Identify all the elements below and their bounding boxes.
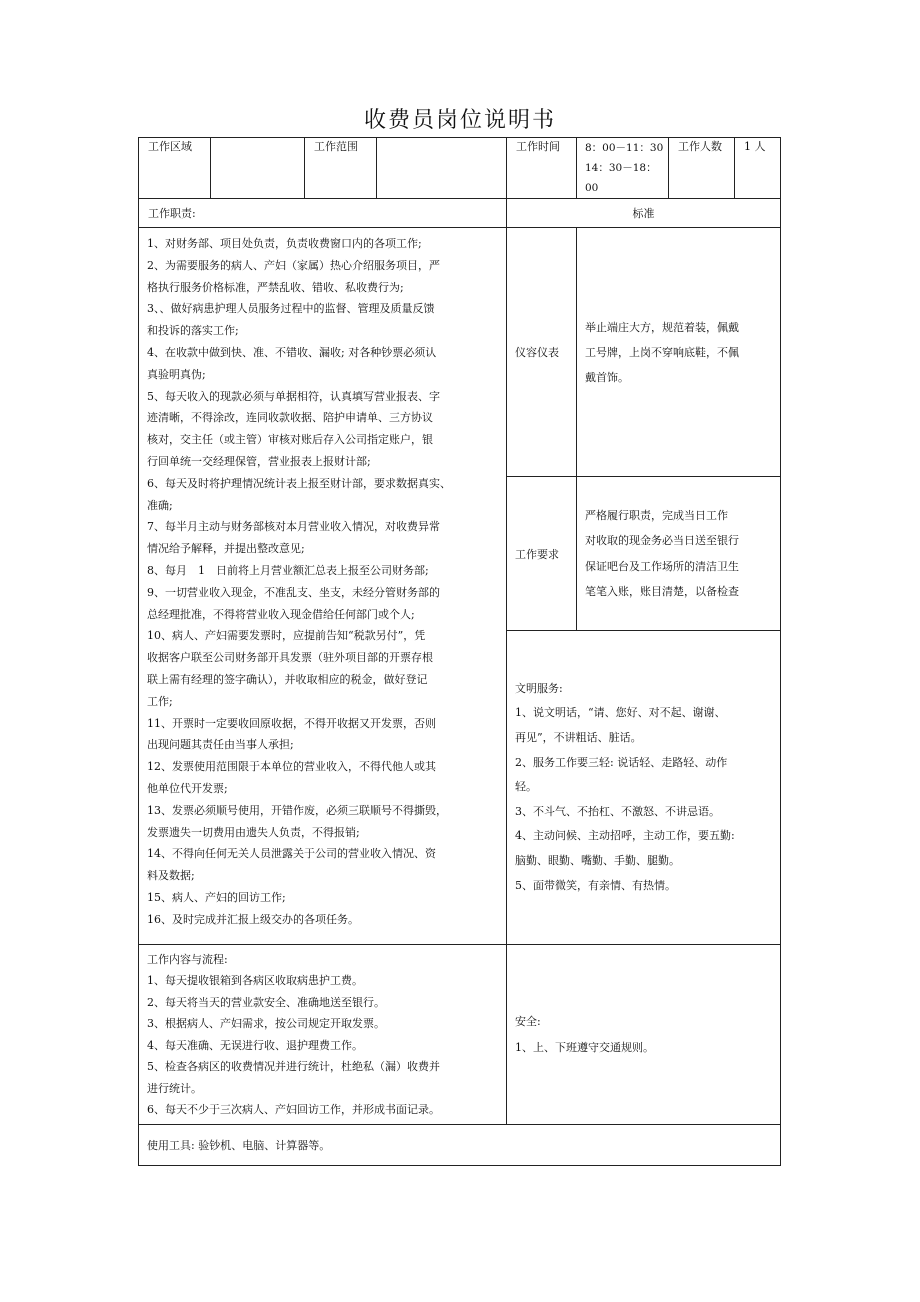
area-label: 工作区域 <box>139 138 211 199</box>
tools-text: 使用工具: 验钞机、电脑、计算器等。 <box>139 1125 781 1166</box>
duties-row <box>139 228 781 477</box>
civil-service-line: 2、服务工作要三轻: 说话轻、走路轻、动作 <box>515 755 728 769</box>
civil-service-line: 3、不斗气、不抬杠、不激怒、不讲忌语。 <box>515 804 720 818</box>
civil-service-line: 再见”，不讲粗话、脏话。 <box>515 731 642 745</box>
safety-line: 1、上、下班遵守交通规则。 <box>515 1040 654 1054</box>
requirement-line: 保证吧台及工作场所的清洁卫生 <box>585 559 739 573</box>
duty-line: 7、每半月主动与财务部核对本月营业收入情况，对收费异常 <box>147 520 440 534</box>
duty-line: 1、对财务部、项目处负责，负责收费窗口内的各项工作; <box>147 237 422 250</box>
job-description-table <box>138 137 781 1166</box>
duty-line: 4、在收款中做到快、准、不错收、漏收; 对各种钞票必须认 <box>147 345 437 359</box>
requirement-label: 工作要求 <box>507 477 577 631</box>
time-line-2: 14：30－18：00 <box>585 162 657 194</box>
duty-line: 准确; <box>147 498 173 512</box>
civil-service-line: 文明服务: <box>515 681 563 695</box>
appearance-line: 戴首饰。 <box>585 370 629 384</box>
process-line: 6、每天不少于三次病人、产妇回访工作，并形成书面记录。 <box>147 1103 440 1116</box>
duty-line: 情况给予解释，并提出整改意见; <box>147 542 305 556</box>
duty-line: 和投诉的落实工作; <box>147 324 239 338</box>
duty-line: 料及数据; <box>147 869 195 883</box>
process-line: 4、每天准确、无误进行收、退护理费工作。 <box>147 1038 363 1052</box>
duty-line: 格执行服务价格标准，严禁乱收、错收、私收费行为; <box>147 280 404 294</box>
process-line: 5、检查各病区的收费情况并进行统计，杜绝私（漏）收费并 <box>147 1060 440 1073</box>
safety-line: 安全: <box>515 1014 541 1028</box>
duty-line: 核对，交主任（或主管）审核对账后存入公司指定账户，银 <box>147 433 433 447</box>
duty-line: 联上需有经理的签字确认），并收取相应的税金，做好登记 <box>147 672 428 686</box>
duty-line: 总经理批准，不得将营业收入现金借给任何部门或个人; <box>147 607 415 621</box>
scope-label: 工作范围 <box>305 138 377 199</box>
count-label: 工作人数 <box>669 138 735 199</box>
duty-line: 3、、做好病患护理人员服务过程中的监督、管理及质量反馈 <box>147 302 435 316</box>
requirement-line: 笔笔入账，账目清楚，以备检查 <box>585 585 739 598</box>
duty-line: 迹清晰，不得涂改，连同收款收据、陪护申请单、三方协议 <box>147 411 433 425</box>
duty-line: 工作; <box>147 694 173 708</box>
page-title: 收费员岗位说明书 <box>363 108 556 133</box>
duty-line: 16、及时完成并汇报上级交办的各项任务。 <box>147 912 359 926</box>
civil-service-line: 脑勤、眼勤、嘴勤、手勤、腿勤。 <box>515 853 680 867</box>
process-line: 1、每天提收银箱到各病区收取病患护工费。 <box>147 974 363 987</box>
duty-line: 10、病人、产妇需要发票时，应提前告知“税款另付”，凭 <box>147 629 426 643</box>
requirement-content <box>577 477 781 631</box>
process-line: 工作内容与流程: <box>147 952 228 966</box>
civil-service-line: 4、主动问候、主动招呼，主动工作，要五勤: <box>515 829 735 843</box>
duty-line: 6、每天及时将护理情况统计表上报至财计部，要求数据真实、 <box>147 476 451 490</box>
civil-service-line: 轻。 <box>515 780 537 794</box>
duty-line: 行回单统一交经理保管，营业报表上报财计部; <box>147 454 371 468</box>
standard-label: 标准 <box>507 199 781 228</box>
appearance-line: 举止端庄大方，规范着装，佩戴 <box>585 320 739 334</box>
duties-content <box>139 228 507 945</box>
header-row <box>139 138 781 199</box>
requirement-line: 对收取的现金务必当日送至银行 <box>585 534 739 547</box>
tools-row <box>139 1125 781 1166</box>
duty-line: 出现问题其责任由当事人承担; <box>147 738 294 752</box>
duty-line: 收据客户联至公司财务部开具发票（驻外项目部的开票存根 <box>147 651 433 665</box>
count-value: 1 人 <box>735 138 781 199</box>
time-line-1: 8：00－11：30 <box>585 142 664 154</box>
duty-line: 14、不得向任何无关人员泄露关于公司的营业收入情况、资 <box>147 847 436 861</box>
civil-service-line: 1、说文明话，“请、您好、对不起、谢谢、 <box>515 706 726 720</box>
duty-line: 11、开票时一定要收回原收据，不得开收据又开发票，否则 <box>147 716 436 730</box>
process-content <box>139 945 507 1125</box>
process-line: 3、根据病人、产妇需求，按公司规定开取发票。 <box>147 1017 385 1030</box>
appearance-content <box>577 228 781 477</box>
duties-label: 工作职责: <box>139 199 507 228</box>
civil-service-line: 5、面带微笑，有亲情、有热情。 <box>515 878 676 892</box>
duty-line: 2、为需要服务的病人、产妇（家属）热心介绍服务项目，严 <box>147 258 440 272</box>
requirement-line: 严格履行职责，完成当日工作 <box>585 508 728 522</box>
duty-line: 真验明真伪; <box>147 367 206 381</box>
appearance-label: 仪容仪表 <box>507 228 577 477</box>
area-value <box>211 138 305 199</box>
time-value <box>577 138 669 199</box>
process-line: 2、每天将当天的营业款安全、准确地送至银行。 <box>147 995 385 1009</box>
duty-line: 13、发票必须顺号使用，开错作废，必须三联顺号不得撕毁， <box>147 803 447 817</box>
scope-value <box>377 138 507 199</box>
duty-line: 15、病人、产妇的回访工作; <box>147 890 286 904</box>
process-row <box>139 945 781 1125</box>
section-header-row <box>139 199 781 228</box>
duty-line: 9、一切营业收入现金，不准乱支、坐支，未经分管财务部的 <box>147 585 440 599</box>
safety-content <box>507 945 781 1125</box>
duty-line: 12、发票使用范围限于本单位的营业收入，不得代他人或其 <box>147 760 436 774</box>
appearance-line: 工号牌，上岗不穿响底鞋，不佩 <box>585 345 739 359</box>
duty-line: 发票遗失一切费用由遗失人负责，不得报销; <box>147 825 360 839</box>
time-label: 工作时间 <box>507 138 577 199</box>
duty-line: 5、每天收入的现款必须与单据相符，认真填写营业报表、字 <box>147 389 440 403</box>
duty-line: 他单位代开发票; <box>147 781 228 795</box>
process-line: 进行统计。 <box>147 1081 202 1095</box>
duty-line: 8、每月 1 日前将上月营业额汇总表上报至公司财务部; <box>147 563 429 577</box>
civil-service-content <box>507 631 781 945</box>
